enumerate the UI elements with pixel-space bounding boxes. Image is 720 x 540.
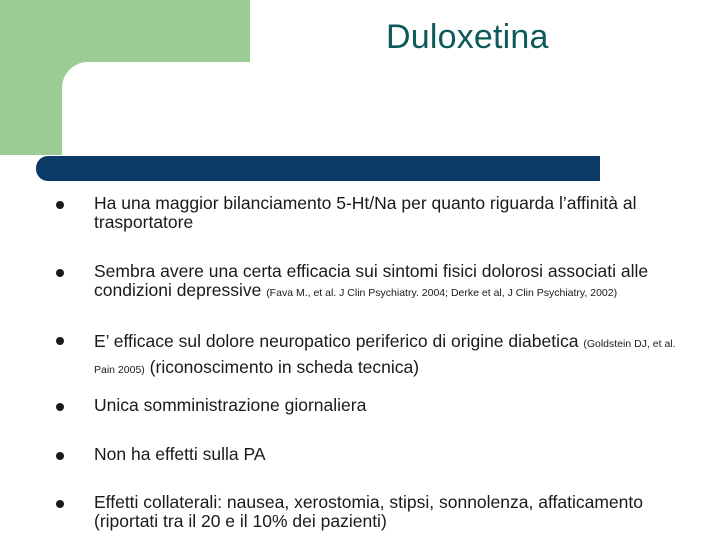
title-divider-bar: [36, 156, 600, 181]
bullet-main-text: Sembra avere una certa efficacia sui sintomi fisici dolorosi associati alle condizioni depressive: [94, 261, 649, 300]
bullet-main-text: E’ efficace sul dolore neuropatico periferico di origine diabetica: [94, 331, 584, 351]
bullet-dot-icon: [56, 403, 64, 411]
bullet-dot-icon: [56, 269, 64, 277]
bullet-text: [94, 262, 689, 303]
bullet-dot-icon: [56, 201, 64, 209]
citation-text: (Fava M., et al. J Clin Psychiatry. 2004; Derke et al, J Clin Psychiatry, 2002): [266, 287, 618, 299]
bullet-text: Effetti collaterali: nausea, xerostomia, stipsi, sonnolenza, affaticamento (riportati tra il 20 e il 10% dei pazienti): [94, 492, 643, 531]
bullet-text: Unica somministrazione giornaliera: [94, 395, 367, 415]
bullet-dot-icon: [56, 452, 64, 460]
citation-text: (Goldstein DJ, et al. Pain 2005): [94, 338, 676, 376]
slide-title: Duloxetina: [386, 18, 549, 56]
bullet-text: Ha una maggior bilanciamento 5-Ht/Na per quanto riguarda l’affinità al trasportatore: [94, 193, 637, 232]
bullet-text: Non ha effetti sulla PA: [94, 444, 266, 464]
bullet-text: [94, 330, 689, 382]
bullet-dot-icon: [56, 337, 64, 345]
bullet-note-text: (riconoscimento in scheda tecnica): [144, 357, 420, 377]
bullet-dot-icon: [56, 500, 64, 508]
